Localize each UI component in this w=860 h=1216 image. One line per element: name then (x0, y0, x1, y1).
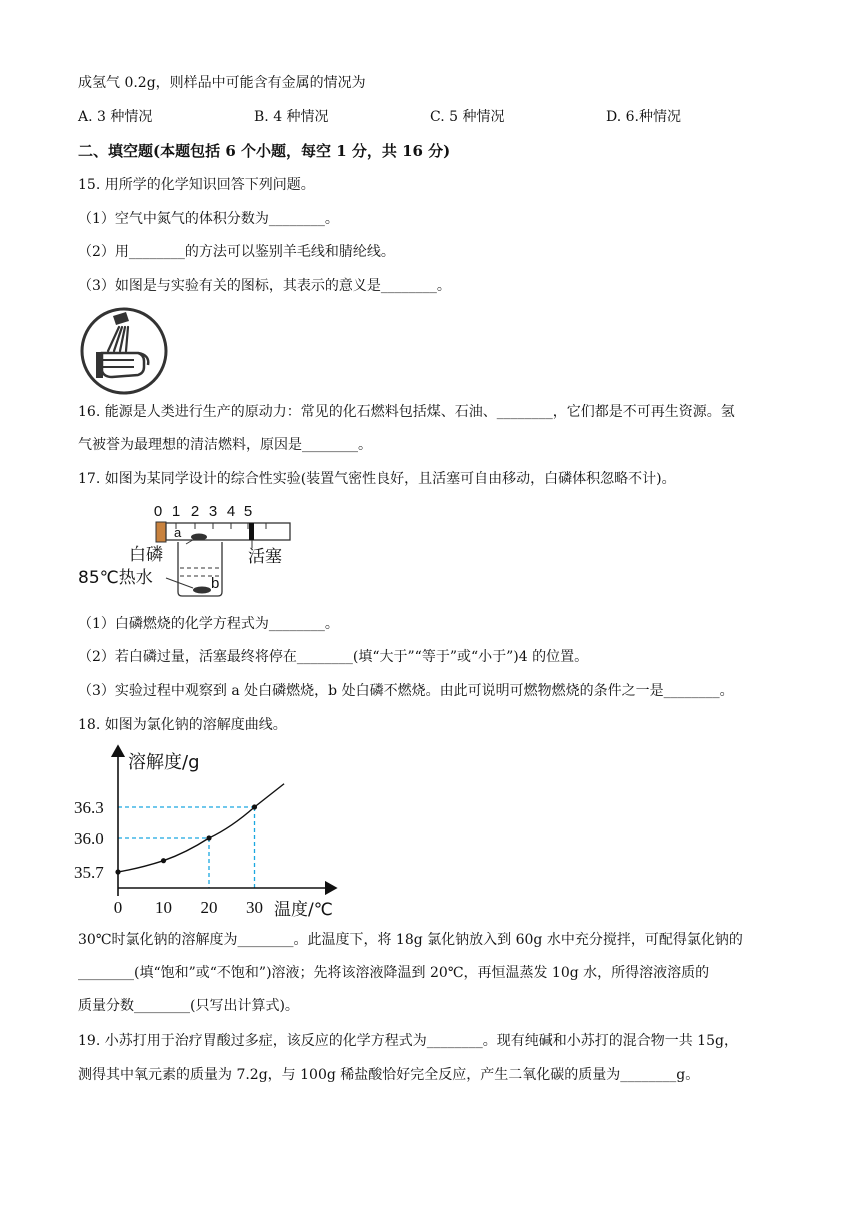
data-point (115, 869, 120, 874)
q14-options (78, 106, 778, 126)
q15-part2: （2）用________的方法可以鉴别羊毛线和腈纶线。 (78, 244, 395, 260)
x-tick-label: 30 (246, 898, 263, 917)
q16-line2: 气被誉为最理想的清洁燃料，原因是________。 (78, 437, 372, 453)
q19-line1: 19. 小苏打用于治疗胃酸过多症，该反应的化学方程式为________。现有纯碱和小苏打的混合物一共 15g， (78, 1033, 738, 1049)
y-tick-label: 36.0 (74, 829, 104, 848)
q17-part1: （1）白磷燃烧的化学方程式为________。 (78, 616, 339, 632)
y-tick-label: 36.3 (74, 798, 104, 817)
scale-label: 4 (226, 503, 236, 520)
combustion-apparatus-figure (78, 496, 308, 600)
solubility-chart (70, 738, 350, 923)
option-d: D. 6.种情况 (606, 109, 681, 125)
option-b: B. 4 种情况 (254, 109, 329, 125)
hand-washing-icon (78, 305, 170, 397)
q15-part3: （3）如图是与实验有关的图标，其表示的意义是________。 (78, 278, 451, 294)
scale-label: 5 (243, 503, 253, 520)
label-hot-water: 85℃热水 (78, 568, 153, 588)
scale-label: 2 (190, 503, 200, 520)
q18-line3: 质量分数________(只写出计算式)。 (78, 998, 299, 1014)
x-tick-label: 0 (113, 898, 123, 917)
label-b: b (211, 575, 220, 592)
data-point (161, 858, 166, 863)
x-axis-label: 温度/℃ (274, 900, 333, 920)
q16-line1: 16. 能源是人类进行生产的原动力：常见的化石燃料包括煤、石油、________，它们都是不可再生资源。氢 (78, 404, 735, 420)
label-a: a (174, 525, 182, 540)
scale-label: 0 (153, 503, 163, 520)
x-tick-label: 20 (200, 898, 218, 917)
data-point (252, 804, 257, 809)
data-point (206, 835, 211, 840)
q19-line2: 测得其中氧元素的质量为 7.2g，与 100g 稀盐酸恰好完全反应，产生二氧化碳的质量为________g。 (78, 1067, 700, 1083)
option-a: A. 3 种情况 (78, 109, 153, 125)
q18-stem: 18. 如图为氯化钠的溶解度曲线。 (78, 717, 287, 733)
label-white-phosphorus: 白磷 (129, 545, 163, 565)
q18-line2: ________(填“饱和”或“不饱和”)溶液；先将该溶液降温到 20℃，再恒温蒸发 10g 水，所得溶液溶质的 (78, 965, 710, 981)
y-axis-label: 溶解度/g (128, 752, 200, 773)
scale-label: 3 (208, 503, 218, 520)
q15-part1: （1）空气中氮气的体积分数为________。 (78, 211, 339, 227)
option-c: C. 5 种情况 (430, 109, 505, 125)
section-heading: 二、填空题(本题包括 6 个小题，每空 1 分，共 16 分) (78, 142, 451, 160)
scale-label: 1 (171, 503, 181, 520)
q15-stem: 15. 用所学的化学知识回答下列问题。 (78, 177, 315, 193)
y-tick-label: 35.7 (74, 863, 104, 882)
q17-part3: （3）实验过程中观察到 a 处白磷燃烧，b 处白磷不燃烧。由此可说明可燃物燃烧的条件之一是________。 (78, 683, 734, 699)
solubility-curve (118, 784, 284, 872)
q17-part2: （2）若白磷过量，活塞最终将停在________(填“大于”“等于”或“小于”)4 的位置。 (78, 649, 589, 665)
q17-stem: 17. 如图为某同学设计的综合性实验(装置气密性良好，且活塞可自由移动，白磷体积忽略不计)。 (78, 471, 676, 487)
x-tick-label: 10 (155, 898, 172, 917)
label-piston: 活塞 (248, 547, 282, 567)
q18-line1: 30℃时氯化钠的溶解度为________。此温度下，将 18g 氯化钠放入到 60g 水中充分搅拌，可配得氯化钠的 (78, 932, 743, 948)
q14-tail: 成氢气 0.2g，则样品中可能含有金属的情况为 (78, 75, 366, 91)
